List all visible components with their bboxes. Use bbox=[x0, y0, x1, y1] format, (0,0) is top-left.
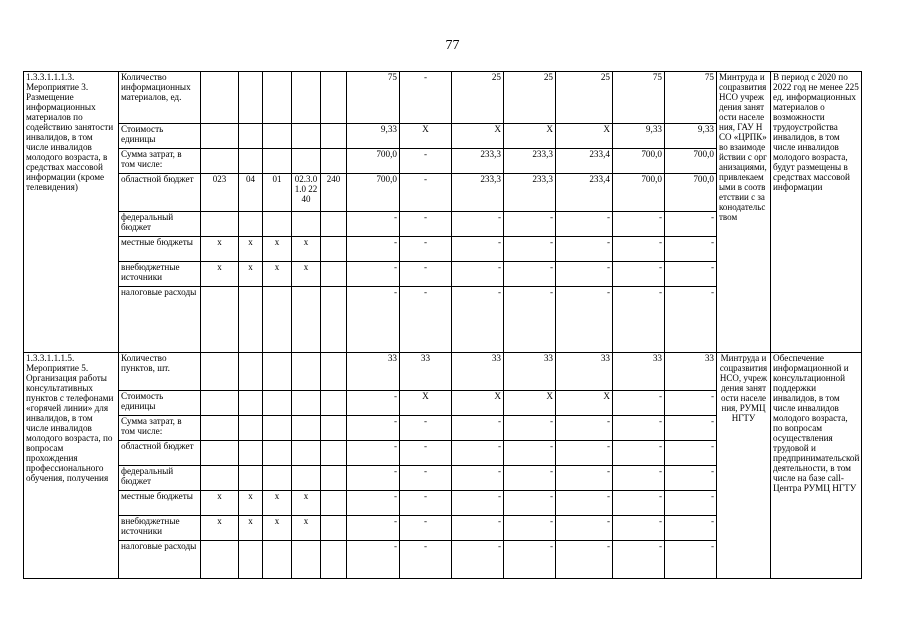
value-cell: - bbox=[347, 466, 400, 491]
value-cell: 233,4 bbox=[556, 149, 613, 174]
value-cell: 33 bbox=[613, 353, 665, 391]
value-cell: - bbox=[556, 541, 613, 579]
code-cell bbox=[239, 416, 263, 441]
value-cell: - bbox=[400, 212, 452, 237]
value-cell: - bbox=[665, 441, 717, 466]
code-cell bbox=[321, 541, 347, 579]
value-cell: - bbox=[400, 416, 452, 441]
row-label: Сумма затрат, в том числе: bbox=[119, 416, 201, 441]
value-cell: - bbox=[613, 541, 665, 579]
code-cell bbox=[201, 149, 239, 174]
code-cell bbox=[292, 353, 321, 391]
code-cell bbox=[292, 391, 321, 416]
value-cell: - bbox=[665, 212, 717, 237]
value-cell: - bbox=[665, 541, 717, 579]
value-cell: - bbox=[347, 237, 400, 262]
code-cell bbox=[239, 149, 263, 174]
table-row bbox=[24, 72, 862, 124]
code-cell bbox=[201, 541, 239, 579]
code-cell bbox=[239, 212, 263, 237]
value-cell: - bbox=[400, 466, 452, 491]
value-cell: - bbox=[347, 287, 400, 353]
value-cell: - bbox=[613, 237, 665, 262]
code-cell bbox=[239, 391, 263, 416]
code-cell: x bbox=[239, 262, 263, 287]
page-number: 77 bbox=[445, 38, 460, 53]
row-label: налоговые расходы bbox=[119, 287, 201, 353]
code-cell bbox=[321, 441, 347, 466]
code-cell bbox=[239, 541, 263, 579]
value-cell: - bbox=[665, 416, 717, 441]
code-cell bbox=[263, 416, 292, 441]
code-cell bbox=[321, 124, 347, 149]
code-cell bbox=[263, 441, 292, 466]
value-cell: - bbox=[400, 174, 452, 212]
value-cell: - bbox=[556, 237, 613, 262]
code-cell: x bbox=[263, 516, 292, 541]
code-cell: 04 bbox=[239, 174, 263, 212]
value-cell: 25 bbox=[504, 72, 556, 124]
code-cell bbox=[201, 391, 239, 416]
code-cell bbox=[201, 353, 239, 391]
value-cell: - bbox=[452, 237, 504, 262]
code-cell bbox=[201, 441, 239, 466]
code-cell: x bbox=[292, 262, 321, 287]
code-cell: 023 bbox=[201, 174, 239, 212]
value-cell: - bbox=[452, 441, 504, 466]
value-cell: X bbox=[556, 124, 613, 149]
value-cell: 233,3 bbox=[504, 174, 556, 212]
value-cell: 700,0 bbox=[613, 149, 665, 174]
code-cell bbox=[263, 466, 292, 491]
value-cell: - bbox=[400, 516, 452, 541]
value-cell: 33 bbox=[347, 353, 400, 391]
value-cell: - bbox=[400, 149, 452, 174]
value-cell: - bbox=[556, 466, 613, 491]
value-cell: - bbox=[347, 416, 400, 441]
value-cell: - bbox=[613, 212, 665, 237]
value-cell: - bbox=[452, 212, 504, 237]
value-cell: - bbox=[556, 212, 613, 237]
code-cell bbox=[263, 149, 292, 174]
value-cell: - bbox=[665, 391, 717, 416]
code-cell: x bbox=[263, 262, 292, 287]
value-cell: 233,3 bbox=[452, 149, 504, 174]
value-cell: - bbox=[665, 237, 717, 262]
code-cell bbox=[292, 416, 321, 441]
code-cell: x bbox=[239, 491, 263, 516]
code-cell bbox=[292, 72, 321, 124]
row-label: Стоимость единицы bbox=[119, 391, 201, 416]
value-cell: 700,0 bbox=[613, 174, 665, 212]
code-cell bbox=[239, 466, 263, 491]
code-cell bbox=[321, 353, 347, 391]
code-cell: 240 bbox=[321, 174, 347, 212]
value-cell: - bbox=[504, 416, 556, 441]
value-cell: 700,0 bbox=[665, 174, 717, 212]
code-cell bbox=[292, 149, 321, 174]
code-cell bbox=[321, 491, 347, 516]
value-cell: - bbox=[504, 212, 556, 237]
code-cell bbox=[321, 466, 347, 491]
code-cell bbox=[201, 287, 239, 353]
value-cell: 75 bbox=[347, 72, 400, 124]
code-cell bbox=[263, 391, 292, 416]
value-cell: - bbox=[556, 262, 613, 287]
value-cell: - bbox=[504, 466, 556, 491]
value-cell: 233,3 bbox=[452, 174, 504, 212]
value-cell: X bbox=[452, 124, 504, 149]
code-cell bbox=[321, 391, 347, 416]
code-cell bbox=[263, 541, 292, 579]
code-cell bbox=[292, 541, 321, 579]
code-cell bbox=[263, 212, 292, 237]
value-cell: - bbox=[347, 441, 400, 466]
table-row bbox=[24, 353, 862, 391]
code-cell bbox=[201, 72, 239, 124]
value-cell: 33 bbox=[452, 353, 504, 391]
code-cell bbox=[263, 72, 292, 124]
value-cell: - bbox=[347, 491, 400, 516]
value-cell: 75 bbox=[613, 72, 665, 124]
value-cell: - bbox=[452, 491, 504, 516]
value-cell: - bbox=[347, 541, 400, 579]
value-cell: - bbox=[400, 491, 452, 516]
value-cell: - bbox=[347, 212, 400, 237]
row-label: областной бюджет bbox=[119, 441, 201, 466]
value-cell: 25 bbox=[556, 72, 613, 124]
code-cell: 01 bbox=[263, 174, 292, 212]
value-cell: - bbox=[504, 516, 556, 541]
value-cell: 700,0 bbox=[665, 149, 717, 174]
value-cell: X bbox=[504, 391, 556, 416]
row-label: Количество пунктов, шт. bbox=[119, 353, 201, 391]
value-cell: X bbox=[504, 124, 556, 149]
value-cell: - bbox=[556, 416, 613, 441]
value-cell: - bbox=[665, 287, 717, 353]
value-cell: - bbox=[347, 516, 400, 541]
value-cell: - bbox=[613, 466, 665, 491]
code-cell bbox=[321, 516, 347, 541]
code-cell bbox=[239, 441, 263, 466]
value-cell: 700,0 bbox=[347, 149, 400, 174]
value-cell: 233,3 bbox=[504, 149, 556, 174]
value-cell: - bbox=[665, 516, 717, 541]
executor-cell: Минтруда и соцразвития НСО, учреждения занятости населения, РУМЦ НГТУ bbox=[717, 353, 771, 579]
value-cell: - bbox=[613, 441, 665, 466]
measure-cell: 1.3.3.1.1.1.3. Мероприятие 3. Размещение информационных материалов по содействию занятости инвалидов, в том числе инвалидов молодого возраста, в средствах массовой информации (кроме телевидения) bbox=[24, 72, 119, 353]
value-cell: - bbox=[613, 491, 665, 516]
value-cell: - bbox=[504, 541, 556, 579]
value-cell: 9,33 bbox=[347, 124, 400, 149]
value-cell: X bbox=[452, 391, 504, 416]
value-cell: - bbox=[556, 491, 613, 516]
row-label: областной бюджет bbox=[119, 174, 201, 212]
code-cell bbox=[321, 237, 347, 262]
value-cell: - bbox=[400, 72, 452, 124]
code-cell bbox=[292, 124, 321, 149]
code-cell: x bbox=[201, 516, 239, 541]
code-cell bbox=[239, 287, 263, 353]
code-cell bbox=[321, 287, 347, 353]
row-label: местные бюджеты bbox=[119, 491, 201, 516]
row-label: налоговые расходы bbox=[119, 541, 201, 579]
value-cell: 233,4 bbox=[556, 174, 613, 212]
code-cell bbox=[321, 212, 347, 237]
value-cell: - bbox=[504, 237, 556, 262]
value-cell: - bbox=[400, 237, 452, 262]
code-cell: x bbox=[201, 237, 239, 262]
value-cell: - bbox=[613, 516, 665, 541]
value-cell: - bbox=[504, 441, 556, 466]
value-cell: 33 bbox=[665, 353, 717, 391]
measure-cell: 1.3.3.1.1.1.5. Мероприятие 5. Организация работы консультативных пунктов с телефонами «горячей линии» для инвалидов, в том числе инвалидов молодого возраста, по вопросам прохождения профессионального обучения, получения bbox=[24, 353, 119, 579]
result-cell: Обеспечение информационной и консультационной поддержки инвалидов, в том числе инвалидов молодого возраста, по вопросам осуществления трудовой и предпринимательской деятельности, в том числе на базе call-Центра РУМЦ НГТУ bbox=[771, 353, 862, 579]
value-cell: - bbox=[347, 262, 400, 287]
value-cell: 25 bbox=[452, 72, 504, 124]
code-cell bbox=[321, 149, 347, 174]
value-cell: - bbox=[452, 262, 504, 287]
value-cell: - bbox=[504, 287, 556, 353]
value-cell: - bbox=[504, 491, 556, 516]
code-cell bbox=[321, 72, 347, 124]
row-label: Сумма затрат, в том числе: bbox=[119, 149, 201, 174]
code-cell: x bbox=[239, 237, 263, 262]
code-cell bbox=[292, 212, 321, 237]
value-cell: - bbox=[556, 287, 613, 353]
code-cell bbox=[263, 353, 292, 391]
budget-table bbox=[23, 71, 862, 579]
value-cell: X bbox=[400, 391, 452, 416]
value-cell: - bbox=[613, 262, 665, 287]
row-label: Количество информационных материалов, ед. bbox=[119, 72, 201, 124]
row-label: федеральный бюджет bbox=[119, 212, 201, 237]
value-cell: - bbox=[452, 287, 504, 353]
code-cell: x bbox=[239, 516, 263, 541]
code-cell bbox=[201, 212, 239, 237]
value-cell: - bbox=[556, 516, 613, 541]
value-cell: 33 bbox=[556, 353, 613, 391]
code-cell bbox=[239, 124, 263, 149]
code-cell bbox=[201, 124, 239, 149]
row-label: Стоимость единицы bbox=[119, 124, 201, 149]
code-cell: x bbox=[292, 237, 321, 262]
code-cell bbox=[292, 441, 321, 466]
code-cell bbox=[292, 287, 321, 353]
code-cell: x bbox=[292, 491, 321, 516]
value-cell: 33 bbox=[504, 353, 556, 391]
value-cell: - bbox=[556, 441, 613, 466]
code-cell: x bbox=[263, 237, 292, 262]
code-cell bbox=[292, 466, 321, 491]
value-cell: - bbox=[452, 541, 504, 579]
row-label: местные бюджеты bbox=[119, 237, 201, 262]
value-cell: X bbox=[400, 124, 452, 149]
result-cell: В период с 2020 по 2022 год не менее 225 ед. информационных материалов о возможности трудоустройства инвалидов, в том числе инвалидов молодого возраста, будут размещены в средствах массовой информации bbox=[771, 72, 862, 353]
value-cell: 700,0 bbox=[347, 174, 400, 212]
value-cell: - bbox=[504, 262, 556, 287]
value-cell: - bbox=[400, 287, 452, 353]
row-label: внебюджетные источники bbox=[119, 262, 201, 287]
value-cell: - bbox=[665, 491, 717, 516]
code-cell: 02.3.01.0 2240 bbox=[292, 174, 321, 212]
code-cell bbox=[201, 416, 239, 441]
code-cell bbox=[321, 416, 347, 441]
executor-cell: Минтруда и соцразвития НСО учреждения занятости населения, ГАУ НСО «ЦРПК» во взаимодействии с организациями, привлекаемыми в соответствии с законодательством bbox=[717, 72, 771, 353]
value-cell: - bbox=[665, 262, 717, 287]
row-label: федеральный бюджет bbox=[119, 466, 201, 491]
value-cell: 9,33 bbox=[665, 124, 717, 149]
value-cell: 9,33 bbox=[613, 124, 665, 149]
code-cell bbox=[239, 353, 263, 391]
value-cell: - bbox=[400, 441, 452, 466]
row-label: внебюджетные источники bbox=[119, 516, 201, 541]
value-cell: X bbox=[556, 391, 613, 416]
code-cell: x bbox=[292, 516, 321, 541]
value-cell: - bbox=[613, 416, 665, 441]
code-cell: x bbox=[263, 491, 292, 516]
code-cell: x bbox=[201, 491, 239, 516]
value-cell: - bbox=[613, 391, 665, 416]
code-cell bbox=[321, 262, 347, 287]
value-cell: - bbox=[400, 262, 452, 287]
value-cell: - bbox=[452, 516, 504, 541]
value-cell: - bbox=[665, 466, 717, 491]
value-cell: - bbox=[347, 391, 400, 416]
value-cell: 75 bbox=[665, 72, 717, 124]
value-cell: - bbox=[613, 287, 665, 353]
value-cell: - bbox=[400, 541, 452, 579]
code-cell: x bbox=[201, 262, 239, 287]
code-cell bbox=[263, 287, 292, 353]
value-cell: 33 bbox=[400, 353, 452, 391]
value-cell: - bbox=[452, 416, 504, 441]
code-cell bbox=[239, 72, 263, 124]
code-cell bbox=[263, 124, 292, 149]
value-cell: - bbox=[452, 466, 504, 491]
code-cell bbox=[201, 466, 239, 491]
